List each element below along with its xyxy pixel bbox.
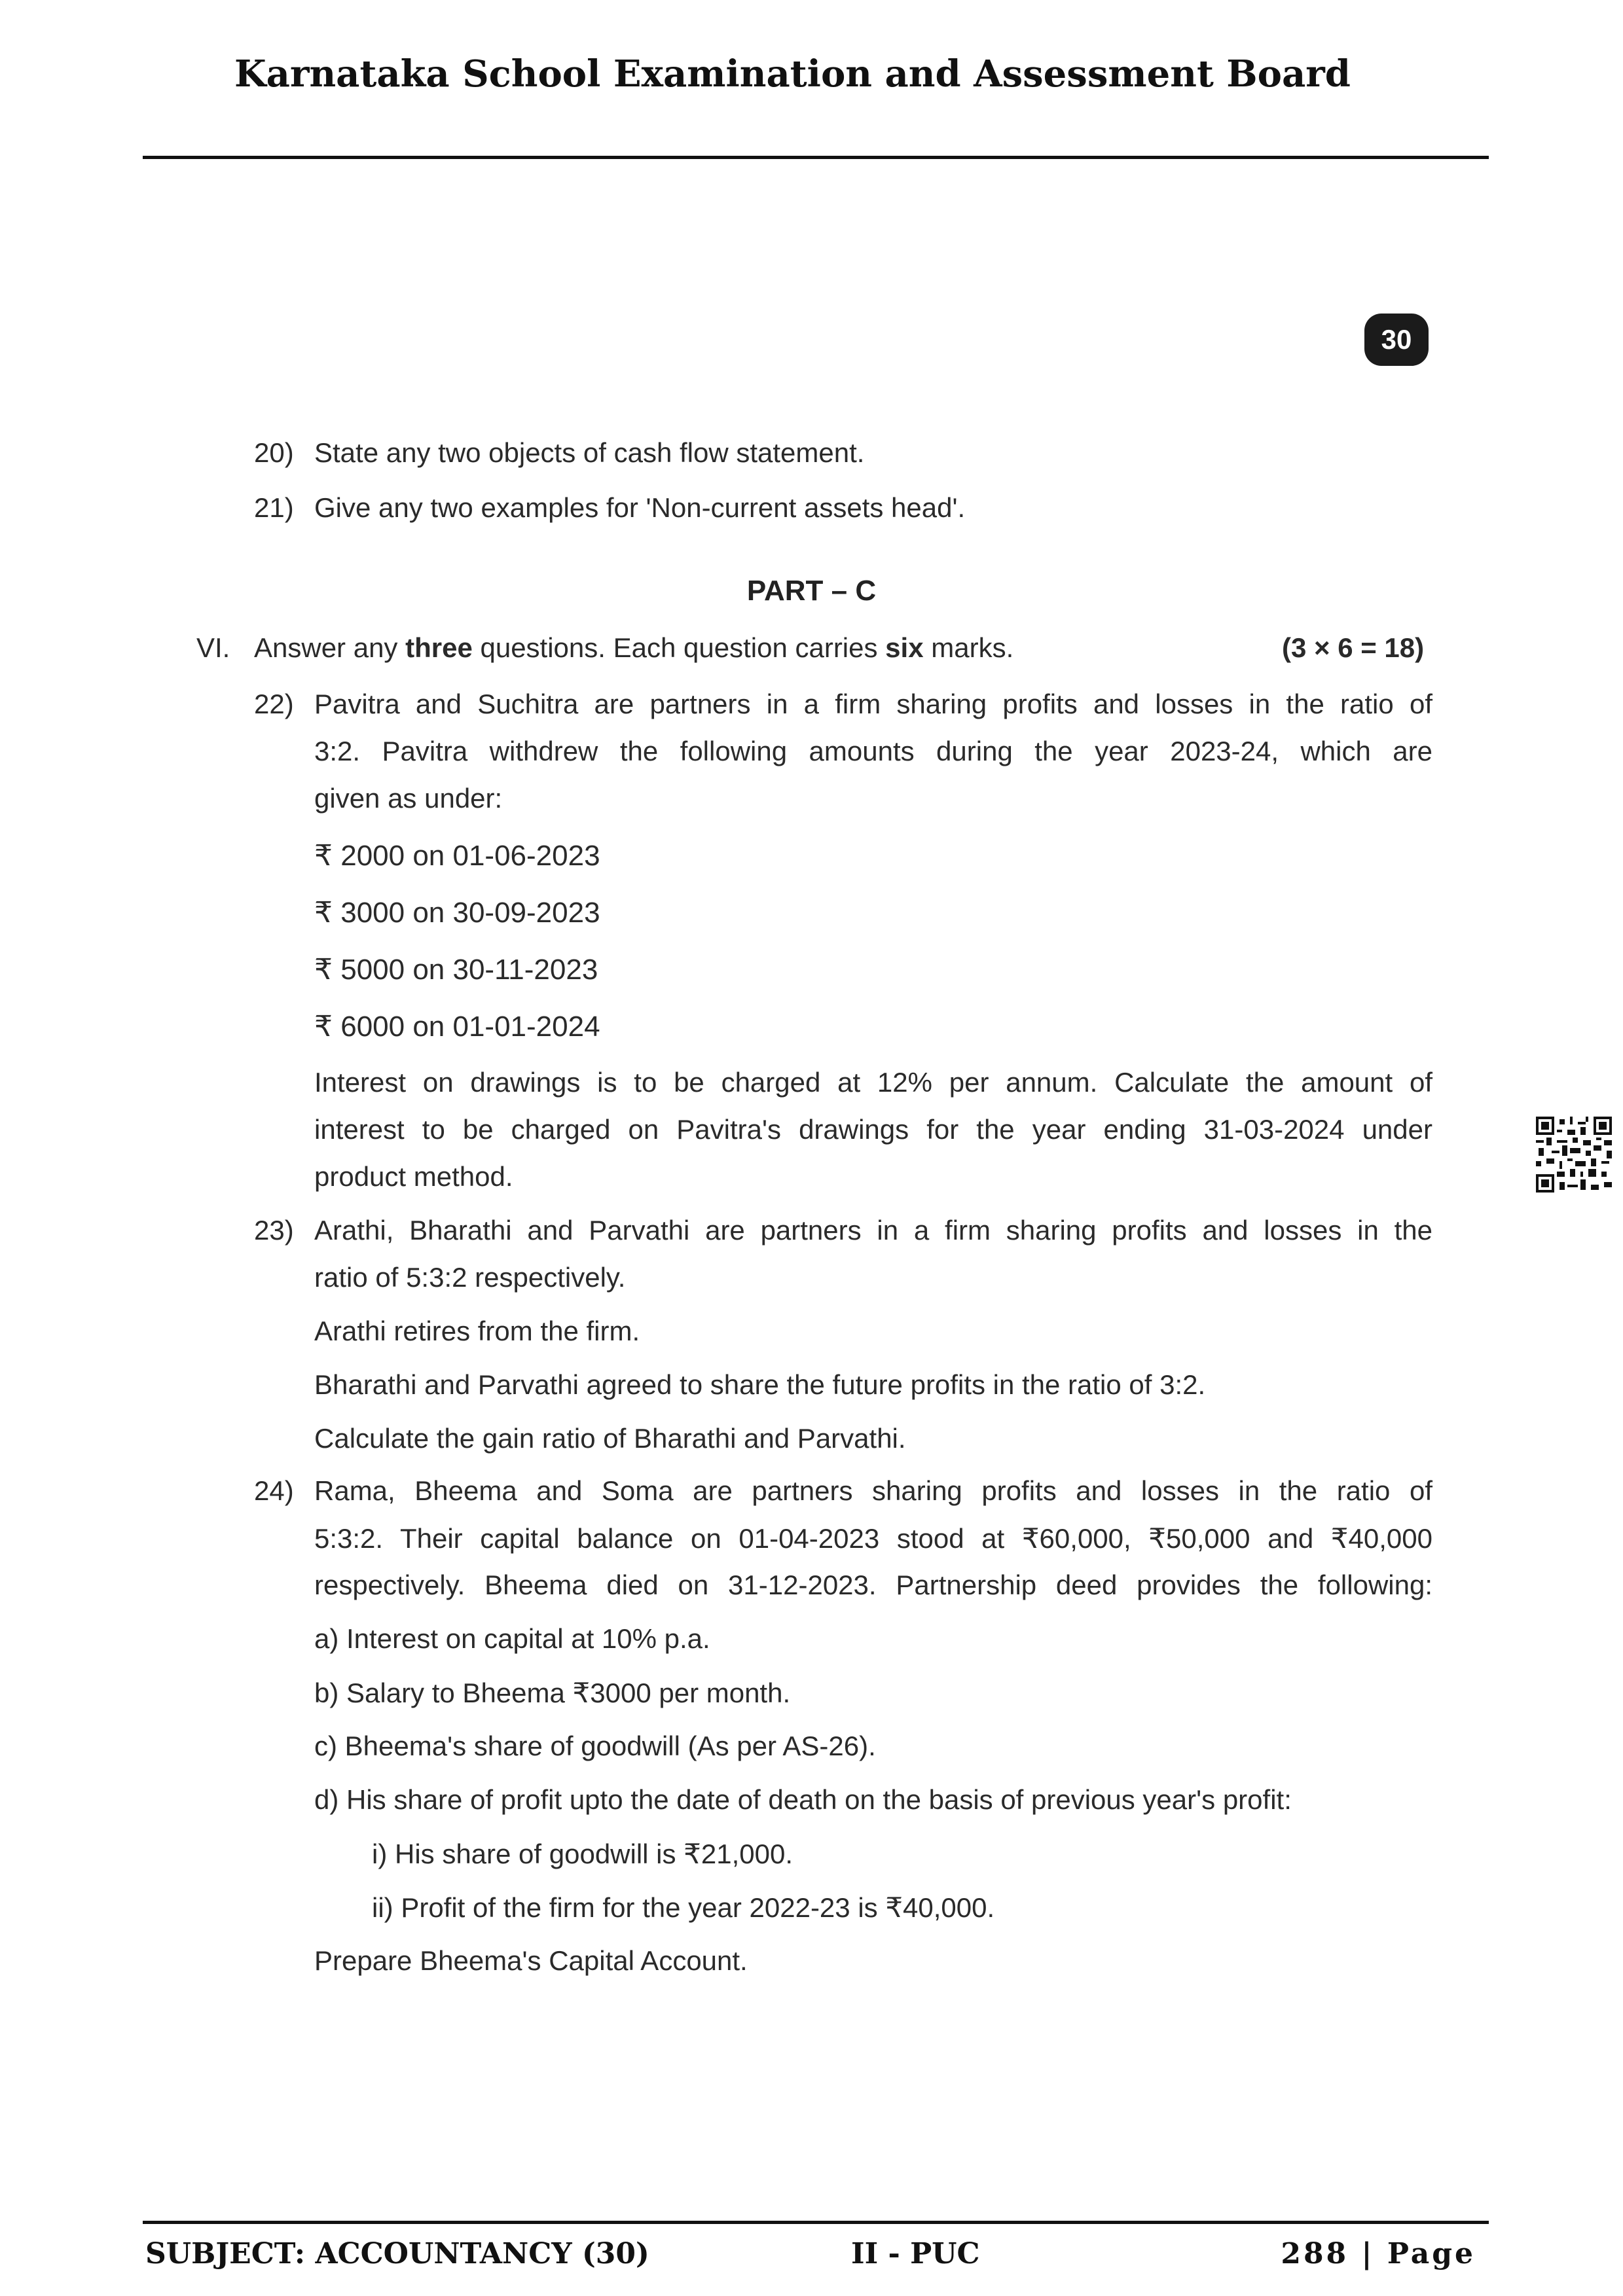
question-number: 22) [254,689,294,719]
sub-list-item: i) His share of goodwill is ₹21,000. [372,1839,793,1869]
question-number: 20) [254,437,294,468]
question-number: 24) [254,1475,294,1506]
footer-rule [143,2221,1489,2224]
question-text: Arathi retires from the firm. [314,1316,640,1346]
list-item: c) Bheema's share of goodwill (As per AS-26). [314,1731,876,1761]
footer-subject: SUBJECT: ACCOUNTANCY (30) [145,2237,649,2270]
question-text: Interest on drawings is to be charged at 12% per annum. Calculate the amount of [314,1067,1432,1098]
section-roman: VI. [196,632,230,663]
header-title: Karnataka School Examination and Assessment Board [234,52,1351,96]
question-text: given as under: [314,783,503,814]
question-text: 5:3:2. Their capital balance on 01-04-2023 stood at ₹60,000, ₹50,000 and ₹40,000 [314,1523,1432,1554]
section-instruction: Answer any three questions. Each question carries six marks. [254,632,1014,663]
question-text: Prepare Bheema's Capital Account. [314,1945,748,1976]
question-text: 3:2. Pavitra withdrew the following amounts during the year 2023-24, which are [314,736,1432,766]
footer-class: II - PUC [851,2237,980,2270]
question-text: interest to be charged on Pavitra's drawings for the year ending 31-03-2024 under [314,1114,1432,1145]
question-text: respectively. Bheema died on 31-12-2023. Partnership deed provides the following: [314,1570,1432,1600]
question-text: Give any two examples for 'Non-current assets head'. [314,492,966,523]
list-item: d) His share of profit upto the date of death on the basis of previous year's profit: [314,1784,1292,1815]
question-text: ratio of 5:3:2 respectively. [314,1262,626,1293]
list-item: ₹ 3000 on 30-09-2023 [314,897,600,929]
question-text: Calculate the gain ratio of Bharathi and Parvathi. [314,1423,906,1454]
question-text: Pavitra and Suchitra are partners in a firm sharing profits and losses in the ratio of [314,689,1432,719]
question-text: product method. [314,1161,513,1192]
page-number-badge: 30 [1364,314,1429,366]
list-item: b) Salary to Bheema ₹3000 per month. [314,1677,791,1708]
question-text: State any two objects of cash flow statement. [314,437,865,468]
question-text: Rama, Bheema and Soma are partners sharing profits and losses in the ratio of [314,1475,1432,1506]
question-number: 21) [254,492,294,523]
section-marks: (3 × 6 = 18) [1282,632,1425,663]
question-number: 23) [254,1215,294,1246]
header-rule [143,156,1489,159]
qr-code [1536,1117,1612,1193]
list-item: ₹ 5000 on 30-11-2023 [314,954,598,986]
question-text: Arathi, Bharathi and Parvathi are partners in a firm sharing profits and losses in the [314,1215,1432,1246]
list-item: ₹ 6000 on 01-01-2024 [314,1011,600,1043]
list-item: ₹ 2000 on 01-06-2023 [314,840,600,872]
footer-page-number: 288 | Page [1281,2237,1476,2270]
question-text: Bharathi and Parvathi agreed to share the future profits in the ratio of 3:2. [314,1369,1206,1400]
sub-list-item: ii) Profit of the firm for the year 2022-23 is ₹40,000. [372,1892,995,1923]
part-heading: PART – C [746,575,877,607]
list-item: a) Interest on capital at 10% p.a. [314,1623,710,1654]
